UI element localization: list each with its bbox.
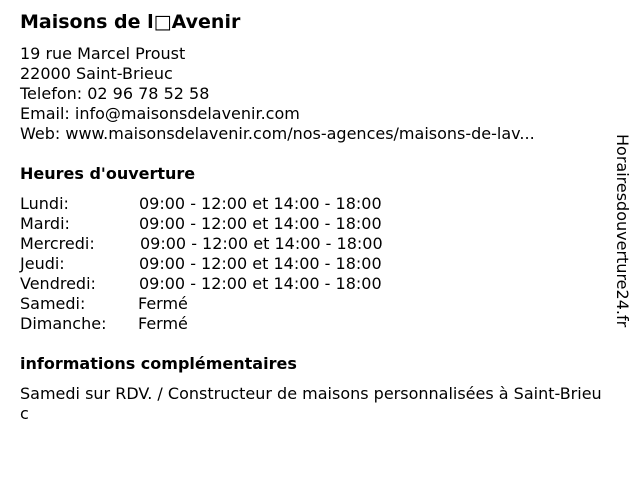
street-address: 19 rue Marcel Proust [20, 44, 186, 63]
time-value: Fermé [138, 314, 188, 333]
day-label: Mardi: [20, 214, 70, 233]
day-label: Mercredi: [20, 234, 95, 253]
day-label: Vendredi: [20, 274, 96, 293]
business-name: Maisons de l□Avenir [20, 11, 241, 33]
time-value: 09:00 - 12:00 et 14:00 - 18:00 [139, 254, 382, 273]
brand-watermark [612, 134, 636, 344]
phone-number: Telefon: 02 96 78 52 58 [20, 84, 210, 103]
day-label: Dimanche: [20, 314, 107, 333]
time-value: 09:00 - 12:00 et 14:00 - 18:00 [140, 234, 383, 253]
city: 22000 Saint-Brieuc [20, 64, 173, 83]
time-value: 09:00 - 12:00 et 14:00 - 18:00 [139, 274, 382, 293]
day-label: Samedi: [20, 294, 86, 313]
time-value: Fermé [138, 294, 188, 313]
info-heading: informations complémentaires [20, 354, 297, 373]
time-value: 09:00 - 12:00 et 14:00 - 18:00 [139, 214, 382, 233]
email-address: Email: info@maisonsdelavenir.com [20, 104, 300, 123]
day-label: Lundi: [20, 194, 69, 213]
info-text: Samedi sur RDV. / Constructeur de maisons personnalisées à Saint-Brieuc [20, 384, 602, 423]
time-value: 09:00 - 12:00 et 14:00 - 18:00 [139, 194, 382, 213]
brand-text: Horairesdouverture24.fr [613, 134, 632, 328]
day-label: Jeudi: [20, 254, 65, 273]
contact-block [20, 44, 535, 144]
website-link: Web: www.maisonsdelavenir.com/nos-agences/maisons-de-lav... [20, 124, 535, 143]
hours-heading: Heures d'ouverture [20, 164, 196, 183]
